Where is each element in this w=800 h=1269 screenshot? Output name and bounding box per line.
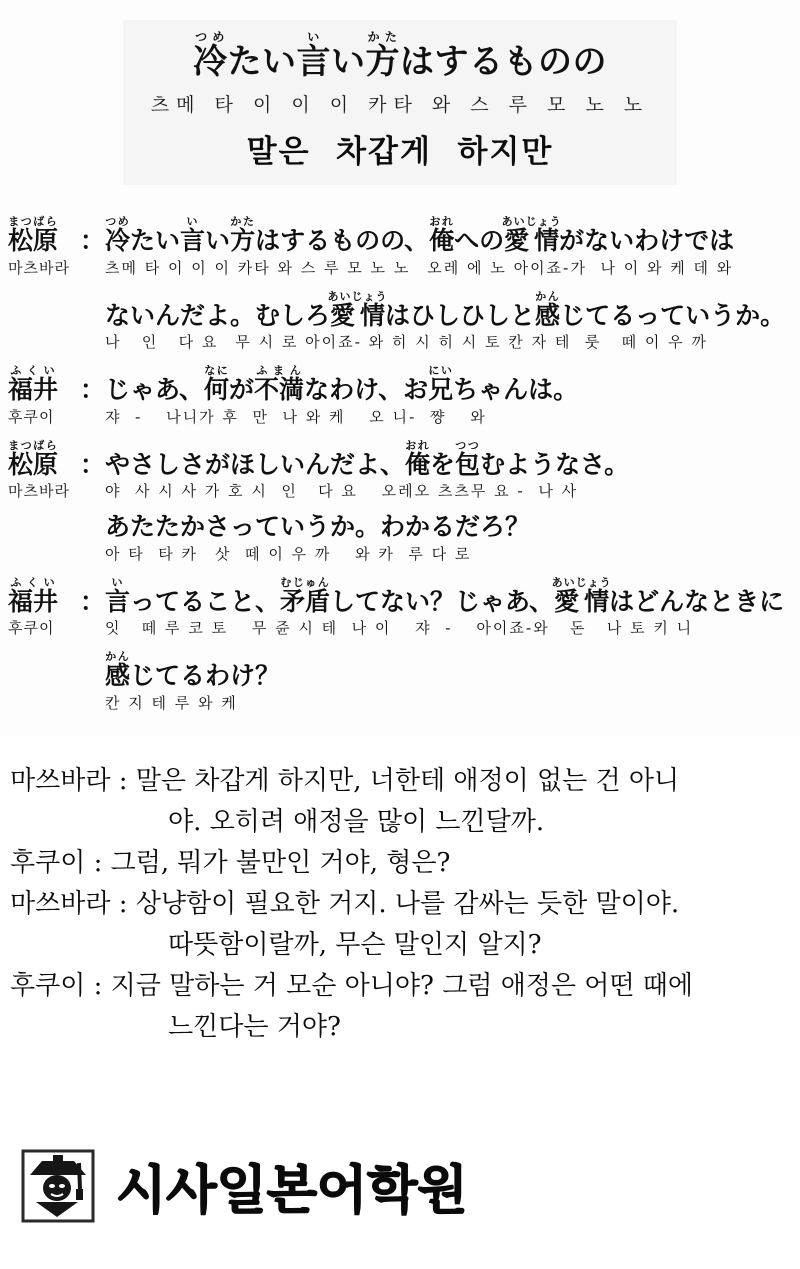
speaker-colon: ： <box>79 375 105 405</box>
dialogue-line-japanese-row <box>8 364 796 404</box>
translation-speaker: 마쓰바라 <box>10 765 111 796</box>
dialogue-section <box>0 215 800 713</box>
title-korean: 말은 차갑게 하지만 <box>246 134 554 171</box>
speaker-name-kr: 후쿠이 <box>8 407 55 426</box>
translation-line: 후쿠이 : 지금 말하는 거 모순 아니야? 그럼 애정은 어떤 때에 <box>10 971 694 1002</box>
dialogue-line-japanese-row <box>8 650 796 690</box>
speaker-colon: ： <box>79 226 105 256</box>
dialogue-entry <box>8 364 796 427</box>
dialogue-line-pronunciation: 츠메 타 이 이 이 카타 와 스 루 모 노 노 오레 에 노 아이죠-가 나 이 와 케 데 와 <box>105 258 734 277</box>
dialogue-line-pronunciation: 쟈 - 나니가 후 만 나 와 케 오 니- 쨩 와 <box>105 407 487 426</box>
dialogue-line-pronunciation-row <box>8 257 796 278</box>
translation-continuation: 느낀다는 거야? <box>168 1012 341 1043</box>
speaker-name-jp: 松原まつばら ： <box>8 438 105 479</box>
scholar-icon <box>20 1145 100 1225</box>
speaker-name-kr <box>8 543 105 564</box>
speaker-name-jp: 松原まつばら ： <box>8 215 105 256</box>
academy-name: 시사일본어학원 <box>116 1160 468 1221</box>
dialogue-line-japanese-row <box>8 290 796 330</box>
dialogue-line-japanese-row <box>8 513 796 541</box>
translation-text: 말은 차갑게 하지만, 너한테 애정이 없는 건 아니 <box>135 765 680 796</box>
translation-speaker: 후쿠이 <box>10 971 86 1002</box>
dialogue-line-jp: 冷つめたい言いい方かたはするものの、俺おれへの愛情あいじょうがないわけでは <box>105 215 735 256</box>
translation-line: 후쿠이 : 그럼, 뭐가 불만인 거야, 형은? <box>10 848 451 879</box>
speaker-colon: ： <box>79 449 105 479</box>
dialogue-line-pronunciation-row <box>8 543 796 564</box>
dialogue-line-japanese-row <box>8 439 796 479</box>
dialogue-entry <box>8 576 796 713</box>
speaker-name-jp: 福井ふくい ： <box>8 364 105 405</box>
translation-speaker: 마쓰바라 <box>10 889 111 920</box>
dialogue-entry <box>8 215 796 352</box>
speaker-name-kr: 후쿠이 <box>8 619 55 638</box>
translation-continuation: 야. 오히려 애정을 많이 느낀달까. <box>168 806 545 837</box>
dialogue-line-japanese-row <box>8 576 796 616</box>
dialogue-line-pronunciation: 야 사 시 사 가 호 시 인 다 요 오레오 츠츠무 요 - 나 사 <box>105 482 579 501</box>
translation-text: 지금 말하는 거 모순 아니야? 그럼 애정은 어떤 때에 <box>110 971 694 1002</box>
footer-logo <box>20 1145 468 1225</box>
translation-section <box>0 761 800 1049</box>
speaker-name-kr: 마츠바라 <box>8 482 70 501</box>
translation-line: 마쓰바라 : 말은 차갑게 하지만, 너한테 애정이 없는 건 아니 <box>10 765 680 796</box>
dialogue-line-pronunciation-row <box>8 331 796 352</box>
dialogue-line-pronunciation-row <box>8 480 796 501</box>
title-pronunciation: 츠메 타 이 이 이 카타 와 스 루 모 노 노 <box>150 94 650 117</box>
header-block <box>123 20 677 185</box>
dialogue-line-jp: あたたかさっていうか。わかるだろ？ <box>105 512 531 542</box>
dialogue-line-jp: やさしさがほしいんだよ、俺おれを包つつむようなさ。 <box>105 438 630 479</box>
dialogue-line-jp: 言いってること、矛盾むじゅんしてない？じゃあ、愛情あいじょうはどんなときに <box>105 575 785 616</box>
dialogue-line-pronunciation: 잇 떼 루 코 토 무 쥰 시 테 나 이 쟈 - 아이죠-와 돈 나 토 키 니 <box>105 619 694 638</box>
speaker-name-kr: 마츠바라 <box>8 258 70 277</box>
dialogue-line-pronunciation-row <box>8 617 796 638</box>
speaker-name-jp: 福井ふくい ： <box>8 575 105 616</box>
dialogue-entry <box>8 439 796 564</box>
dialogue-line-jp: 感かんじてるわけ？ <box>105 650 281 691</box>
translation-speaker: 후쿠이 <box>10 848 86 879</box>
dialogue-line-pronunciation-row <box>8 406 796 427</box>
dialogue-line-pronunciation: 나 인 다 요 무 시 로 아이죠- 와 히 시 히 시 토 칸 자 테 룻 떼 이 우 까 <box>105 333 708 352</box>
header <box>0 20 800 185</box>
speaker-name-kr <box>8 331 105 352</box>
translation-text: 상냥함이 필요한 거지. 나를 감싸는 듯한 말이야. <box>135 889 680 920</box>
dialogue-line-pronunciation: 칸 지 테 루 와 케 <box>105 693 238 712</box>
dialogue-line-jp: じゃあ、何なにが不満ふまんなわけ、お兄にいちゃんは。 <box>105 364 579 405</box>
speaker-name-kr <box>8 692 105 713</box>
speaker-colon: ： <box>79 586 105 616</box>
dialogue-line-pronunciation: 아 타 타 카 삿 떼 이 우 까 와 카 루 다 로 <box>105 544 472 563</box>
dialogue-line-japanese-row <box>8 215 796 255</box>
title-japanese: 冷つめたい言いい方かたはするものの <box>193 30 607 82</box>
translation-line: 마쓰바라 : 상냥함이 필요한 거지. 나를 감싸는 듯한 말이야. <box>10 889 680 920</box>
translation-text: 그럼, 뭐가 불만인 거야, 형은? <box>110 848 451 879</box>
translation-continuation: 따뜻함이랄까, 무슨 말인지 알지? <box>168 930 542 961</box>
dialogue-line-jp: ないんだよ。むしろ愛情あいじょうはひしひしと感かんじてるっていうか。 <box>105 289 786 330</box>
dialogue-line-pronunciation-row <box>8 692 796 713</box>
